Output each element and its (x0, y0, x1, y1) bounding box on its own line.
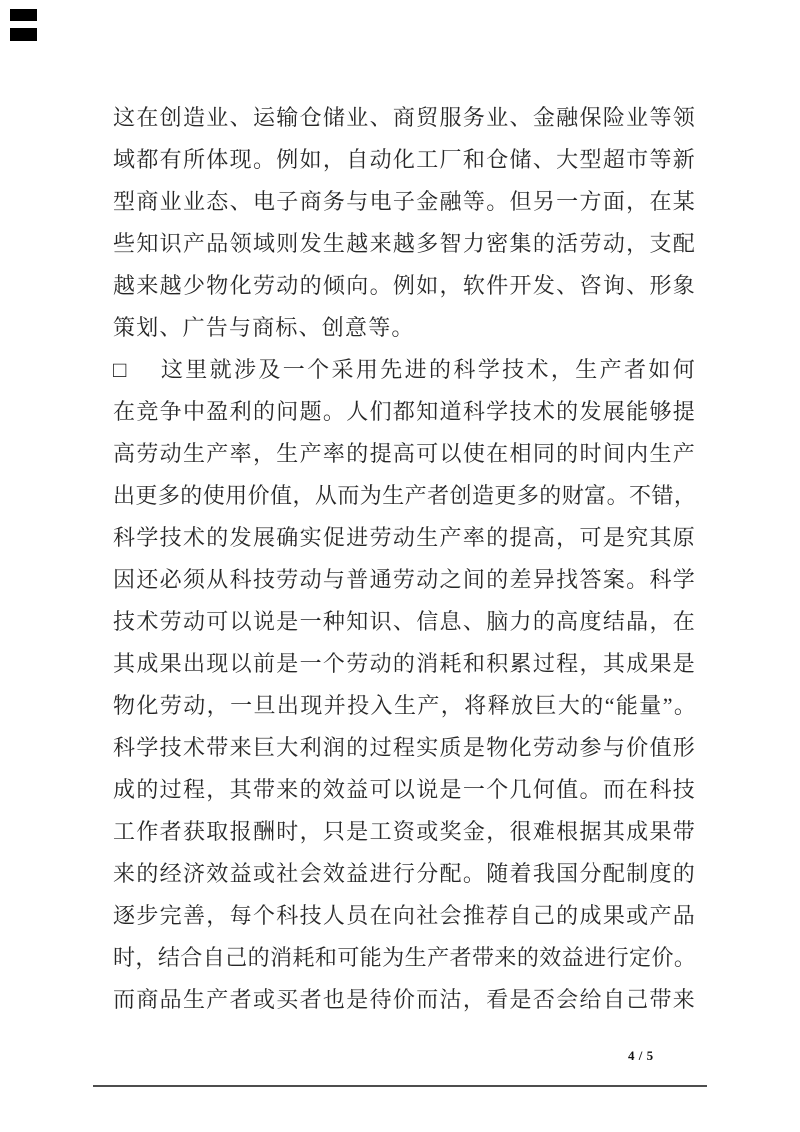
text-line: 来的经济效益或社会效益进行分配。随着我国分配制度的 (113, 861, 696, 886)
text-line: 科学技术的发展确实促进劳动生产率的提高，可是究其原 (113, 525, 696, 550)
text-line: 域都有所体现。例如，自动化工厂和仓储、大型超市等新 (113, 147, 696, 172)
text-line: 工作者获取报酬时，只是工资或奖金，很难根据其成果带 (113, 819, 696, 844)
text-line: 逐步完善，每个科技人员在向社会推荐自己的成果或产品 (113, 903, 696, 928)
text-line: 科学技术带来巨大利润的过程实质是物化劳动参与价值形 (113, 735, 696, 760)
text-line: 越来越少物化劳动的倾向。例如，软件开发、咨询、形象 (113, 273, 696, 298)
text-block (113, 97, 696, 1021)
footer-rule (93, 1085, 707, 1087)
text-line: 策划、广告与商标、创意等。 (113, 315, 415, 340)
text-line: 时，结合自己的消耗和可能为生产者带来的效益进行定价。 (113, 945, 696, 970)
text-line: 因还必须从科技劳动与普通劳动之间的差异找答案。科学 (113, 567, 696, 592)
text-line: 物化劳动，一旦出现并投入生产，将释放巨大的“能量”。 (113, 693, 696, 718)
page-indicator: 4 / 5 (628, 1048, 654, 1063)
text-line: 其成果出现以前是一个劳动的消耗和积累过程，其成果是 (113, 651, 696, 676)
text-line: 型商业业态、电子商务与电子金融等。但另一方面，在某 (113, 189, 696, 214)
text-line: 在竞争中盈利的问题。人们都知道科学技术的发展能够提 (113, 399, 696, 424)
scan-artifact-mark-bottom (10, 28, 37, 41)
text-line: 高劳动生产率，生产率的提高可以使在相同的时间内生产 (113, 441, 696, 466)
text-line: 些知识产品领域则发生越来越多智力密集的活劳动，支配 (113, 231, 696, 256)
text-line: 成的过程，其带来的效益可以说是一个几何值。而在科技 (113, 777, 696, 802)
scan-artifact-mark-top (10, 9, 37, 21)
text-line: 而商品生产者或买者也是待价而沽，看是否会给自己带来 (113, 987, 696, 1012)
text-line: 这在创造业、运输仓储业、商贸服务业、金融保险业等领 (113, 105, 696, 130)
text-line: 技术劳动可以说是一种知识、信息、脑力的高度结晶，在 (113, 609, 696, 634)
text-line: □ 这里就涉及一个采用先进的科学技术，生产者如何 (113, 357, 696, 382)
text-line: 出更多的使用价值，从而为生产者创造更多的财富。不错， (113, 483, 696, 508)
